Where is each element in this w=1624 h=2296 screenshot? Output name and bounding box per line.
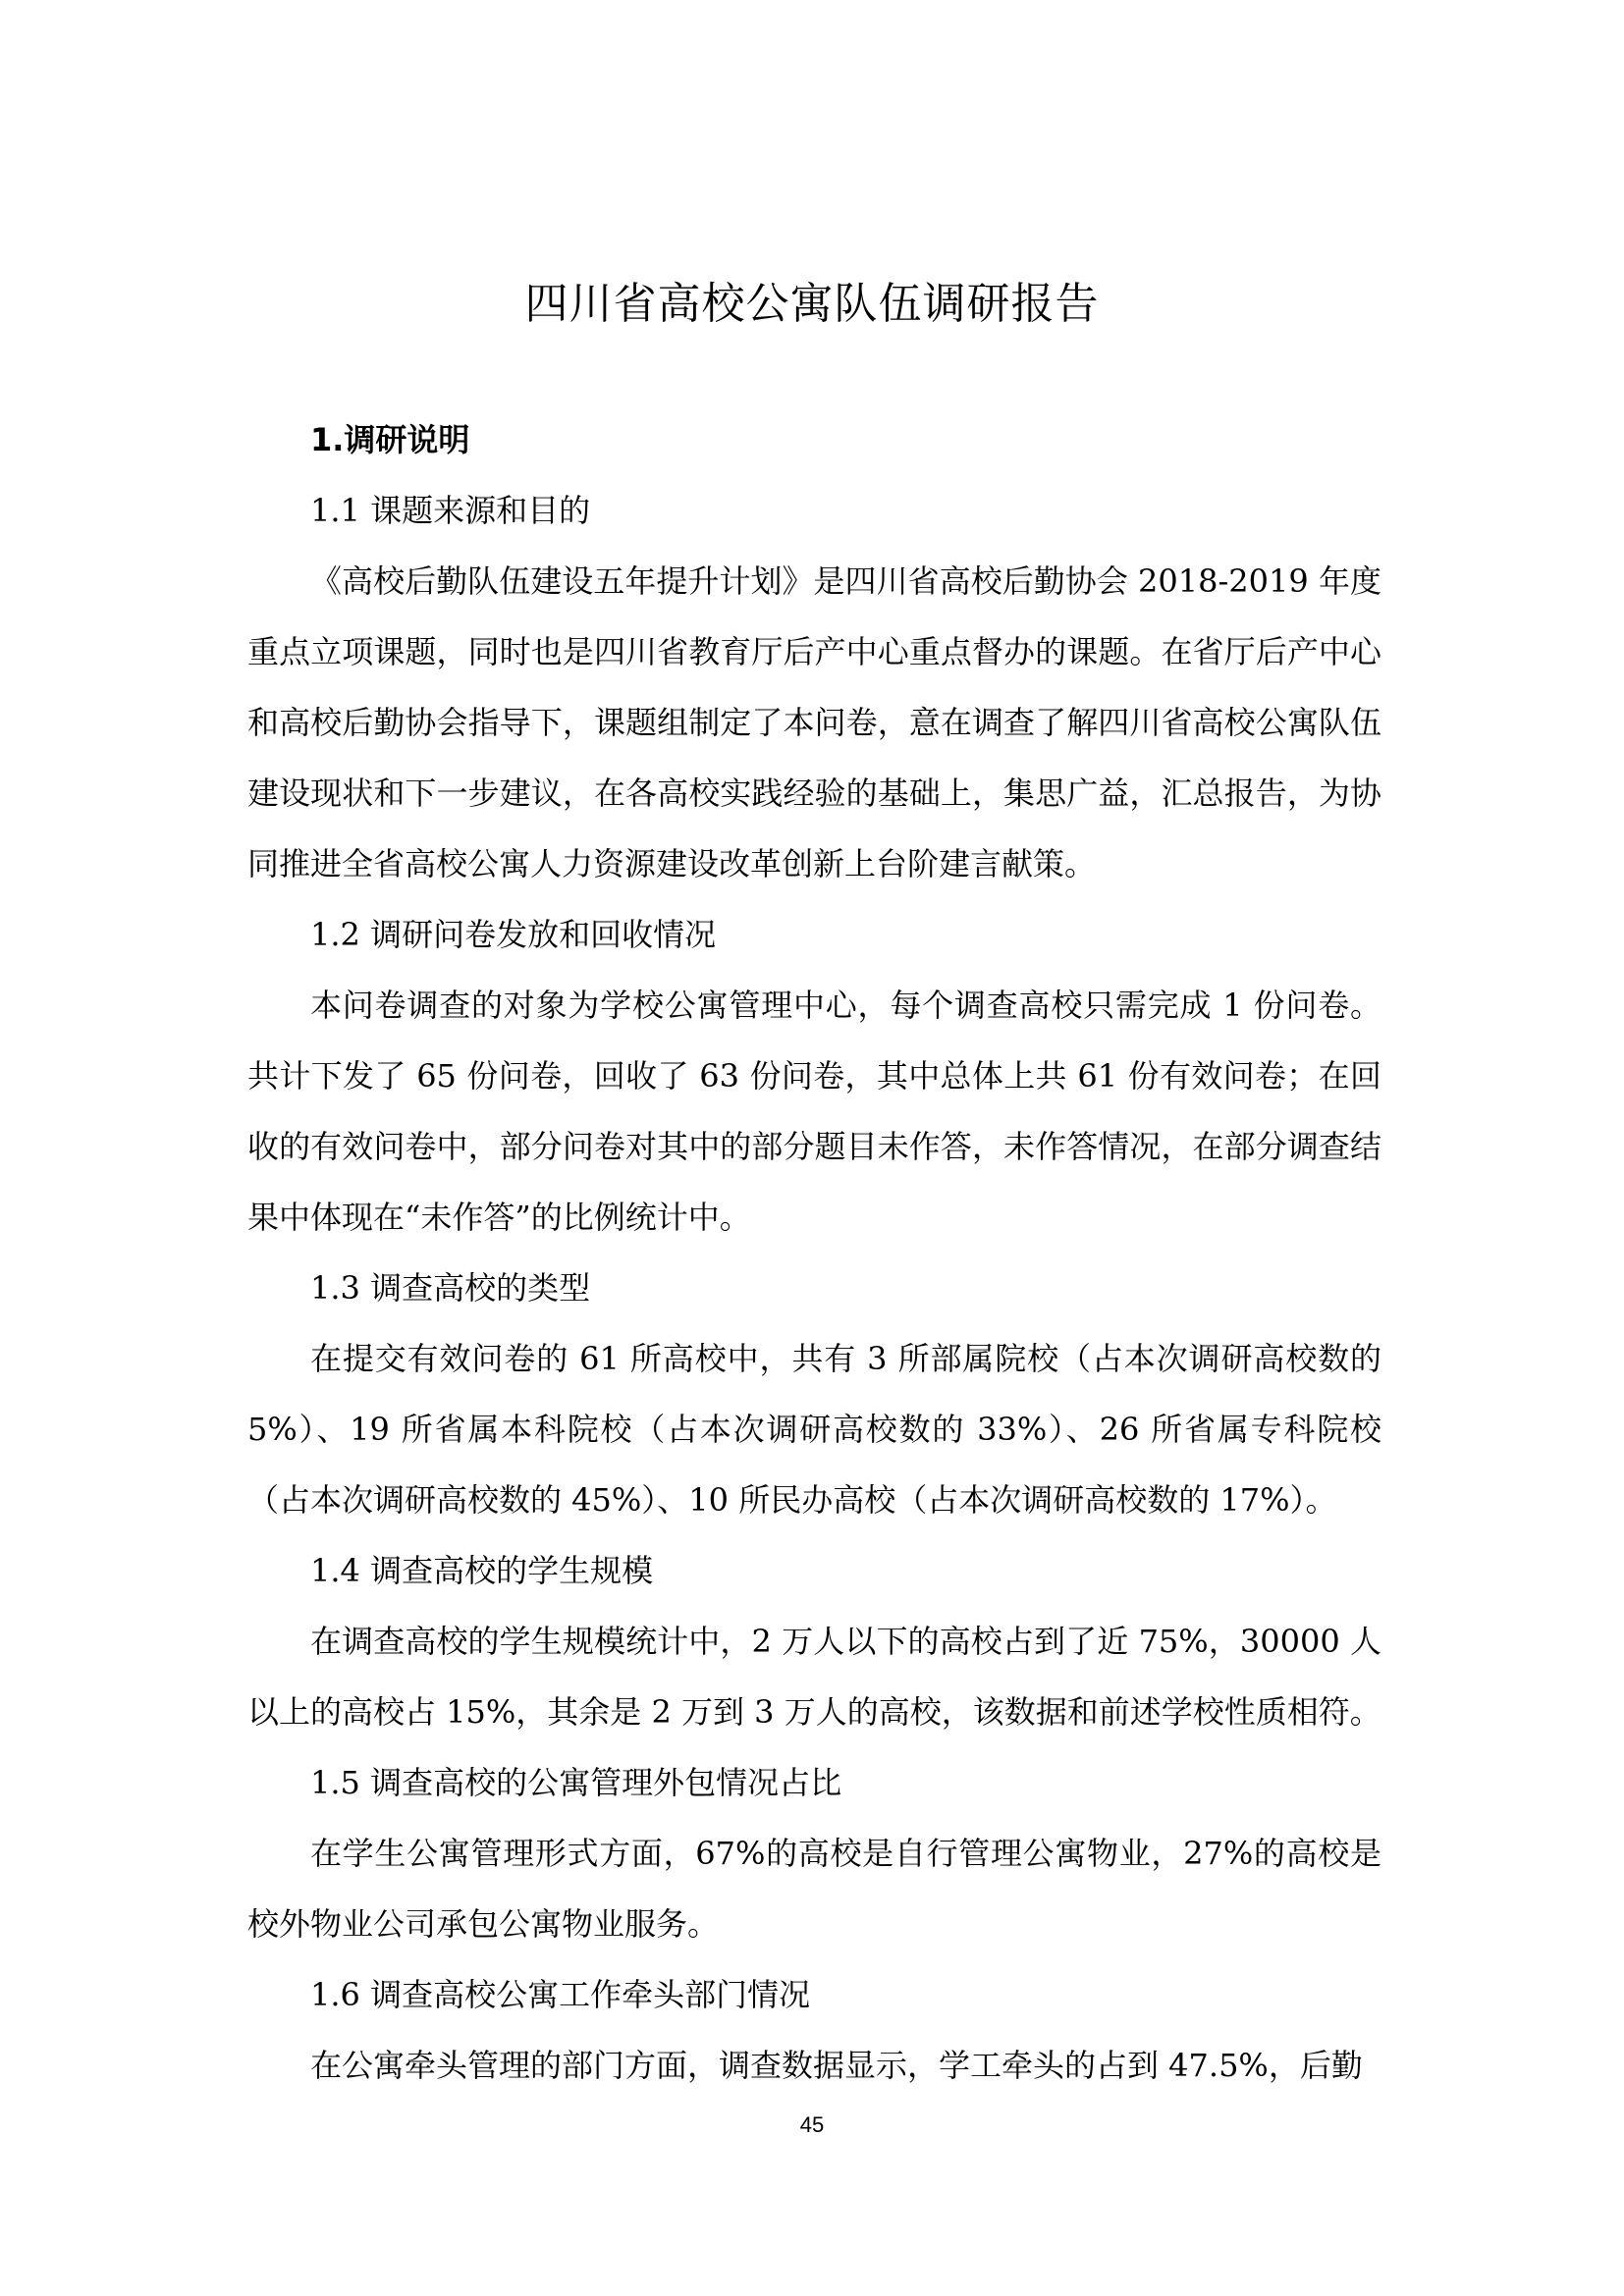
section-heading: 1.调研说明 <box>310 421 470 458</box>
body-paragraph: 在提交有效问卷的 61 所高校中，共有 3 所部属院校（占本次调研高校数的 5%）、19 所省属本科院校（占本次调研高校数的 33%）、26 所省属专科院校（占本次调研高校数的 45%）、10 所民办高校（占本次调研高校数的 17%）。 <box>247 1340 1381 1519</box>
subsection-heading: 1.5 调查高校的公寓管理外包情况占比 <box>310 1764 842 1801</box>
document-title: 四川省高校公寓队伍调研报告 <box>524 279 1100 329</box>
body-paragraph: 本问卷调查的对象为学校公寓管理中心，每个调查高校只需完成 1 份问卷。共计下发了 65 份问卷，回收了 63 份问卷，其中总体上共 61 份有效问卷；在回收的有效问卷中，部分问卷对其中的部分题目未作答，未作答情况，在部分调查结果中体现在“未作答”的比例统计中。 <box>247 987 1381 1236</box>
document-body <box>247 404 1381 2101</box>
subsection-heading: 1.6 调查高校公寓工作牵头部门情况 <box>310 1976 811 2013</box>
body-paragraph: 在学生公寓管理形式方面，67%的高校是自行管理公寓物业，27%的高校是校外物业公司承包公寓物业服务。 <box>247 1835 1381 1943</box>
subsection-heading: 1.1 课题来源和目的 <box>310 492 591 529</box>
body-paragraph: 在调查高校的学生规模统计中，2 万人以下的高校占到了近 75%，30000 人以上的高校占 15%，其余是 2 万到 3 万人的高校，该数据和前述学校性质相符。 <box>247 1623 1381 1731</box>
page-number: 45 <box>799 2112 825 2137</box>
subsection-heading: 1.2 调研问卷发放和回收情况 <box>310 916 717 953</box>
subsection-heading: 1.3 调查高校的类型 <box>310 1269 591 1307</box>
body-paragraph: 《高校后勤队伍建设五年提升计划》是四川省高校后勤协会 2018-2019 年度重点立项课题，同时也是四川省教育厅后产中心重点督办的课题。在省厅后产中心和高校后勤协会指导下，课题组制定了本问卷，意在调查了解四川省高校公寓队伍建设现状和下一步建议，在各高校实践经验的基础上，集思广益，汇总报告，为协同推进全省高校公寓人力资源建设改革创新上台阶建言献策。 <box>247 562 1381 882</box>
body-paragraph: 在公寓牵头管理的部门方面，调查数据显示，学工牵头的占到 47.5%，后勤 <box>310 2047 1363 2084</box>
subsection-heading: 1.4 调查高校的学生规模 <box>310 1552 654 1589</box>
